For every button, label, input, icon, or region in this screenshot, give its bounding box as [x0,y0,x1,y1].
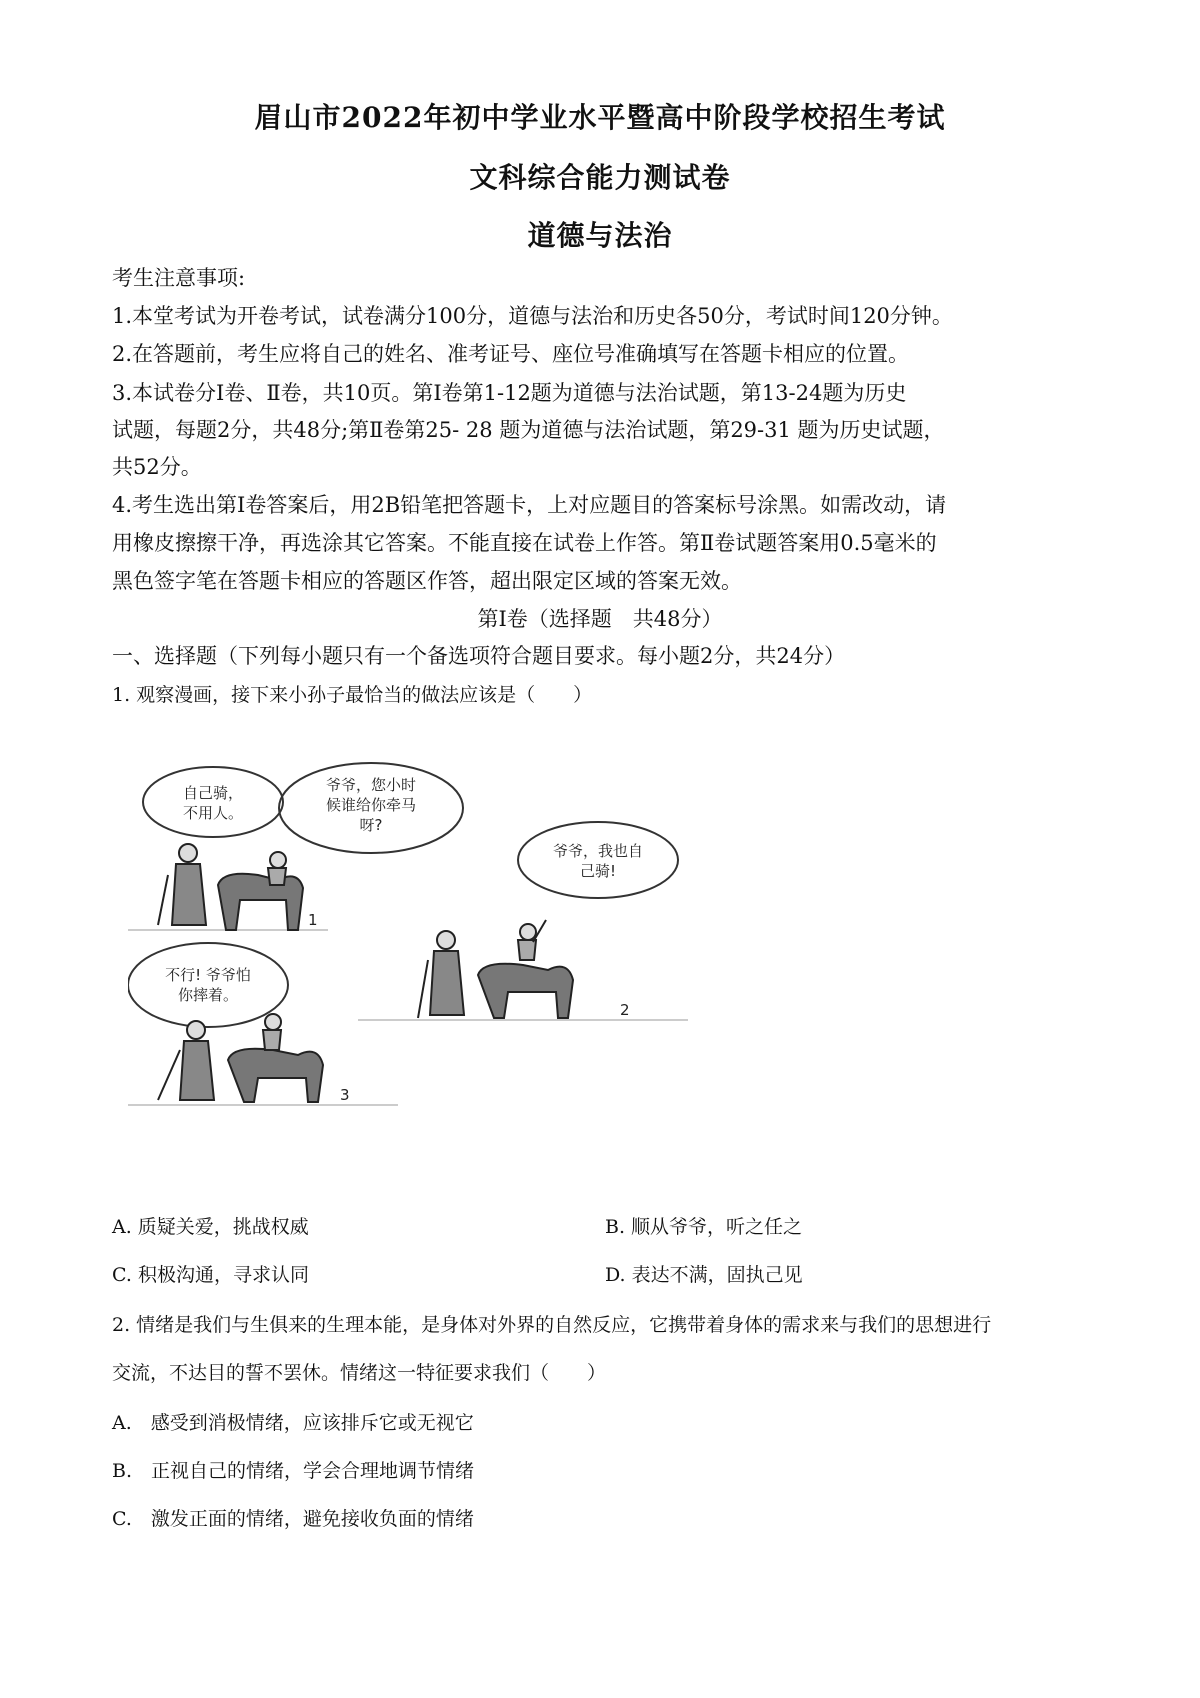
bubble-2-line3: 呀? [359,816,383,834]
exam-title: 眉山市2022年初中学业水平暨高中阶段学校招生考试 [254,101,946,134]
grandfather-figure [418,931,464,1018]
question-1-stem: 1. 观察漫画，接下来小孙子最恰当的做法应该是（ ） [112,684,593,706]
horse-figure [478,920,573,1018]
bubble-1-line2: 不用人。 [182,804,244,822]
question-2-stem-line2: 交流，不达目的誓不罢休。情绪这一特征要求我们（ ） [112,1362,607,1384]
notice-item-4-line1: 4.考生选出第Ⅰ卷答案后，用2B铅笔把答题卡，上对应题目的答案标号涂黑。如需改动，请 [112,493,947,517]
question-2-option-b: B. 正视自己的情绪，学会合理地调节情绪 [112,1460,475,1482]
bubble-4-line2: 你摔着。 [177,986,239,1004]
bubble-2-line1: 爷爷，您小时 [325,776,417,794]
bubble-3-line2: 己骑! [579,862,617,880]
notice-item-3-line3: 共52分。 [112,455,202,479]
question-2-option-c: C. 激发正面的情绪，避免接收负面的情绪 [112,1508,474,1530]
notice-item-3-line2: 试题，每题2分，共48分;第Ⅱ卷第25- 28 题为道德与法治试题，第29-31 题为历史试题， [112,418,945,442]
notice-item-3-line1: 3.本试卷分Ⅰ卷、Ⅱ卷，共10页。第Ⅰ卷第1-12题为道德与法治试题，第13-24题为历史 [112,381,907,405]
question-2-stem-line1: 2. 情绪是我们与生俱来的生理本能，是身体对外界的自然反应，它携带着身体的需求来与我们的思想进行 [112,1314,992,1336]
question-1-option-d: D. 表达不满，固执己见 [605,1264,803,1286]
question-2-option-a: A. 感受到消极情绪，应该排斥它或无视它 [112,1412,474,1434]
subject-title: 道德与法治 [527,219,673,252]
speech-bubble [518,822,678,898]
notice-heading: 考生注意事项: [112,266,246,290]
question-1-option-a: A. 质疑关爱，挑战权威 [112,1216,309,1238]
part-one-title: 第Ⅰ卷（选择题 共48分） [477,607,723,631]
panel-number: 1 [308,911,318,929]
horse-figure [228,1014,323,1102]
notice-item-1: 1.本堂考试为开卷考试，试卷满分100分，道德与法治和历史各50分，考试时间120分钟。 [112,304,953,328]
grandfather-figure [158,844,206,925]
speech-bubble [128,943,288,1027]
notice-item-4-line3: 黑色签字笔在答题卡相应的答题区作答，超出限定区域的答案无效。 [112,569,742,593]
panel-number: 2 [620,1001,630,1019]
grandfather-figure [158,1021,214,1100]
bubble-3-line1: 爷爷，我也自 [552,842,644,860]
horse-figure [218,852,303,930]
panel-number: 3 [340,1086,350,1104]
comic-image [128,760,698,1120]
section-heading: 一、选择题（下列每小题只有一个备选项符合题目要求。每小题2分，共24分） [112,644,846,668]
exam-subtitle: 文科综合能力测试卷 [469,161,731,194]
bubble-1-line1: 自己骑， [182,784,244,802]
notice-item-2: 2.在答题前，考生应将自己的姓名、准考证号、座位号准确填写在答题卡相应的位置。 [112,342,910,366]
bubble-2-line2: 候谁给你牵马 [325,796,417,814]
question-1-option-b: B. 顺从爷爷，听之任之 [605,1216,803,1238]
notice-item-4-line2: 用橡皮擦擦干净，再选涂其它答案。不能直接在试卷上作答。第Ⅱ卷试题答案用0.5毫米的 [112,531,937,555]
speech-bubble [143,767,283,837]
bubble-4-line1: 不行! 爷爷怕 [165,966,251,984]
question-1-option-c: C. 积极沟通，寻求认同 [112,1264,309,1286]
